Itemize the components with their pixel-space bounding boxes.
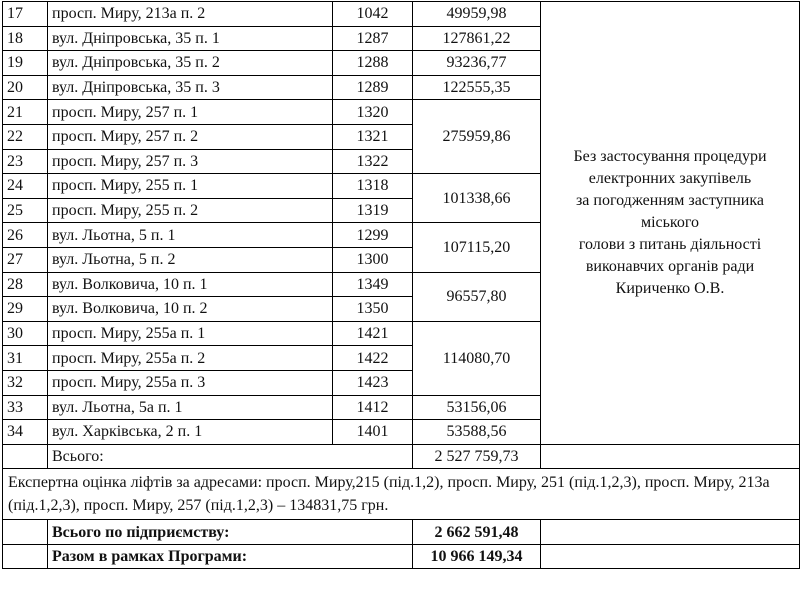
row-code: 1289 xyxy=(333,75,413,100)
group-sum: 107115,20 xyxy=(413,223,541,272)
row-code: 1401 xyxy=(333,420,413,445)
lifts-table xyxy=(2,1,800,569)
subtotal-label: Всього: xyxy=(48,444,413,469)
row-code: 1300 xyxy=(333,247,413,272)
empty-cell xyxy=(541,544,800,569)
enterprise-total-label: Всього по підприємству: xyxy=(48,520,413,545)
note-line: Без застосування процедури xyxy=(573,147,767,165)
row-code: 1349 xyxy=(333,272,413,297)
row-sum: 93236,77 xyxy=(413,51,541,76)
row-number: 22 xyxy=(3,124,48,149)
row-sum: 53156,06 xyxy=(413,395,541,420)
note-line: голови з питань діяльності xyxy=(578,235,762,253)
row-code: 1421 xyxy=(333,321,413,346)
row-address: вул. Льотна, 5 п. 2 xyxy=(48,247,333,272)
enterprise-total-row xyxy=(3,520,800,545)
group-sum: 96557,80 xyxy=(413,272,541,321)
row-address: вул. Дніпровська, 35 п. 1 xyxy=(48,26,333,51)
row-number: 23 xyxy=(3,149,48,174)
group-sum: 114080,70 xyxy=(413,321,541,395)
row-address: вул. Волковича, 10 п. 1 xyxy=(48,272,333,297)
row-number: 21 xyxy=(3,100,48,125)
row-number: 28 xyxy=(3,272,48,297)
row-code: 1318 xyxy=(333,174,413,199)
empty-cell xyxy=(3,544,48,569)
row-number: 31 xyxy=(3,346,48,371)
expert-note-row xyxy=(3,469,800,520)
row-address: просп. Миру, 255а п. 1 xyxy=(48,321,333,346)
row-address: вул. Дніпровська, 35 п. 2 xyxy=(48,51,333,76)
row-address: просп. Миру, 255 п. 2 xyxy=(48,198,333,223)
row-number: 25 xyxy=(3,198,48,223)
row-code: 1350 xyxy=(333,297,413,322)
note-line: Кириченко О.В. xyxy=(615,279,725,297)
row-sum: 49959,98 xyxy=(413,2,541,27)
row-address: просп. Миру, 255 п. 1 xyxy=(48,174,333,199)
subtotal-row xyxy=(3,444,800,469)
row-address: просп. Миру, 257 п. 2 xyxy=(48,124,333,149)
row-code: 1288 xyxy=(333,51,413,76)
row-code: 1423 xyxy=(333,370,413,395)
row-code: 1299 xyxy=(333,223,413,248)
row-code: 1287 xyxy=(333,26,413,51)
row-code: 1319 xyxy=(333,198,413,223)
row-code: 1042 xyxy=(333,2,413,27)
row-number: 17 xyxy=(3,2,48,27)
expert-note: Експертна оцінка ліфтів за адресами: просп. Миру,215 (під.1,2), просп. Миру, 251 (під.1,2,3), просп. Миру, 213а (під.1,2,3), просп. Миру, 257 (під.1,2,3) – 134831,75 грн. xyxy=(3,469,800,520)
row-address: просп. Миру, 255а п. 3 xyxy=(48,370,333,395)
row-number: 30 xyxy=(3,321,48,346)
row-code: 1321 xyxy=(333,124,413,149)
empty-cell xyxy=(541,444,800,469)
table-row xyxy=(3,2,800,27)
row-address: просп. Миру, 255а п. 2 xyxy=(48,346,333,371)
row-address: вул. Льотна, 5 п. 1 xyxy=(48,223,333,248)
row-code: 1412 xyxy=(333,395,413,420)
row-address: вул. Дніпровська, 35 п. 3 xyxy=(48,75,333,100)
row-code: 1322 xyxy=(333,149,413,174)
enterprise-total-value: 2 662 591,48 xyxy=(413,520,541,545)
row-code: 1422 xyxy=(333,346,413,371)
row-number: 24 xyxy=(3,174,48,199)
row-number: 19 xyxy=(3,51,48,76)
program-total-value: 10 966 149,34 xyxy=(413,544,541,569)
empty-cell xyxy=(541,520,800,545)
empty-cell xyxy=(3,520,48,545)
row-address: вул. Волковича, 10 п. 2 xyxy=(48,297,333,322)
row-sum: 53588,56 xyxy=(413,420,541,445)
row-address: просп. Миру, 257 п. 3 xyxy=(48,149,333,174)
row-number: 27 xyxy=(3,247,48,272)
row-number: 18 xyxy=(3,26,48,51)
subtotal-value: 2 527 759,73 xyxy=(413,444,541,469)
row-code: 1320 xyxy=(333,100,413,125)
row-number: 32 xyxy=(3,370,48,395)
row-number: 29 xyxy=(3,297,48,322)
group-sum: 101338,66 xyxy=(413,174,541,223)
program-total-row xyxy=(3,544,800,569)
note-line: електронних закупівель xyxy=(588,169,752,187)
row-sum: 127861,22 xyxy=(413,26,541,51)
row-number: 33 xyxy=(3,395,48,420)
row-number: 20 xyxy=(3,75,48,100)
row-address: просп. Миру, 257 п. 1 xyxy=(48,100,333,125)
row-number: 26 xyxy=(3,223,48,248)
note-line: виконавчих органів ради xyxy=(585,257,755,275)
row-address: просп. Миру, 213а п. 2 xyxy=(48,2,333,27)
note-line: за погодженням заступника міського xyxy=(575,191,764,231)
row-sum: 122555,35 xyxy=(413,75,541,100)
row-address: вул. Харківська, 2 п. 1 xyxy=(48,420,333,445)
group-sum: 275959,86 xyxy=(413,100,541,174)
empty-cell xyxy=(3,444,48,469)
procurement-note xyxy=(541,2,800,445)
row-address: вул. Льотна, 5а п. 1 xyxy=(48,395,333,420)
program-total-label: Разом в рамках Програми: xyxy=(48,544,413,569)
row-number: 34 xyxy=(3,420,48,445)
